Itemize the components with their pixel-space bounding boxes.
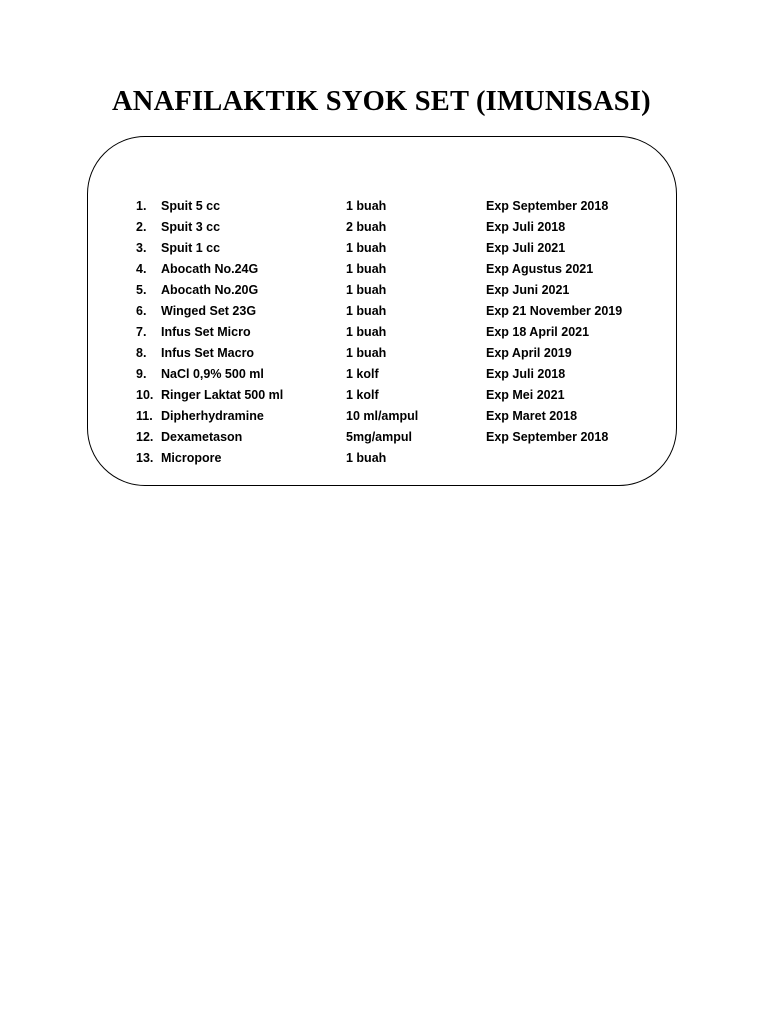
page-title: ANAFILAKTIK SYOK SET (IMUNISASI) [112,86,651,117]
list-item [136,324,656,345]
item-quantity: 1 buah [346,346,387,360]
item-expiry: Exp Juni 2021 [486,283,570,297]
item-name: Abocath No.24G [161,262,259,276]
item-name: NaCl 0,9% 500 ml [161,367,264,381]
item-quantity: 1 buah [346,241,387,255]
item-expiry: Exp Juli 2018 [486,367,566,381]
item-number: 4. [136,262,147,276]
item-expiry: Exp September 2018 [486,430,609,444]
item-expiry: Exp 21 November 2019 [486,304,623,318]
item-name: Spuit 5 cc [161,199,221,213]
item-name: Spuit 1 cc [161,241,221,255]
item-number: 3. [136,241,147,255]
list-item [136,366,656,387]
item-quantity: 5mg/ampul [346,430,412,444]
list-item [136,450,656,471]
item-expiry: Exp April 2019 [486,346,572,360]
item-name: Infus Set Macro [161,346,255,360]
item-expiry: Exp Agustus 2021 [486,262,594,276]
item-name: Spuit 3 cc [161,220,221,234]
item-name: Dipherhydramine [161,409,264,423]
item-name: Infus Set Micro [161,325,251,339]
item-number: 5. [136,283,147,297]
item-number: 7. [136,325,147,339]
list-item [136,387,656,408]
item-number: 13. [136,451,154,465]
item-quantity: 1 kolf [346,367,379,381]
item-number: 10. [136,388,154,402]
item-expiry: Exp 18 April 2021 [486,325,590,339]
item-number: 9. [136,367,147,381]
item-number: 11. [136,409,153,423]
list-item [136,198,656,219]
item-name: Dexametason [161,430,243,444]
list-item [136,261,656,282]
item-expiry: Exp Juli 2021 [486,241,566,255]
item-quantity: 1 buah [346,283,387,297]
item-quantity: 1 buah [346,199,387,213]
item-quantity: 1 kolf [346,388,379,402]
item-quantity: 1 buah [346,262,387,276]
item-name: Ringer Laktat 500 ml [161,388,284,402]
list-item [136,303,656,324]
item-name: Abocath No.20G [161,283,259,297]
list-item [136,219,656,240]
item-name: Micropore [161,451,222,465]
item-expiry: Exp September 2018 [486,199,609,213]
item-number: 1. [136,199,147,213]
item-expiry: Exp Maret 2018 [486,409,578,423]
item-name: Winged Set 23G [161,304,257,318]
item-quantity: 2 buah [346,220,387,234]
list-item [136,408,656,429]
item-list [136,198,656,471]
item-expiry: Exp Juli 2018 [486,220,566,234]
list-item [136,240,656,261]
list-item [136,429,656,450]
item-expiry: Exp Mei 2021 [486,388,565,402]
item-quantity: 1 buah [346,325,387,339]
item-quantity: 10 ml/ampul [346,409,419,423]
item-number: 2. [136,220,147,234]
item-quantity: 1 buah [346,304,387,318]
list-item [136,282,656,303]
item-quantity: 1 buah [346,451,387,465]
item-number: 6. [136,304,147,318]
item-number: 8. [136,346,147,360]
item-number: 12. [136,430,154,444]
list-item [136,345,656,366]
